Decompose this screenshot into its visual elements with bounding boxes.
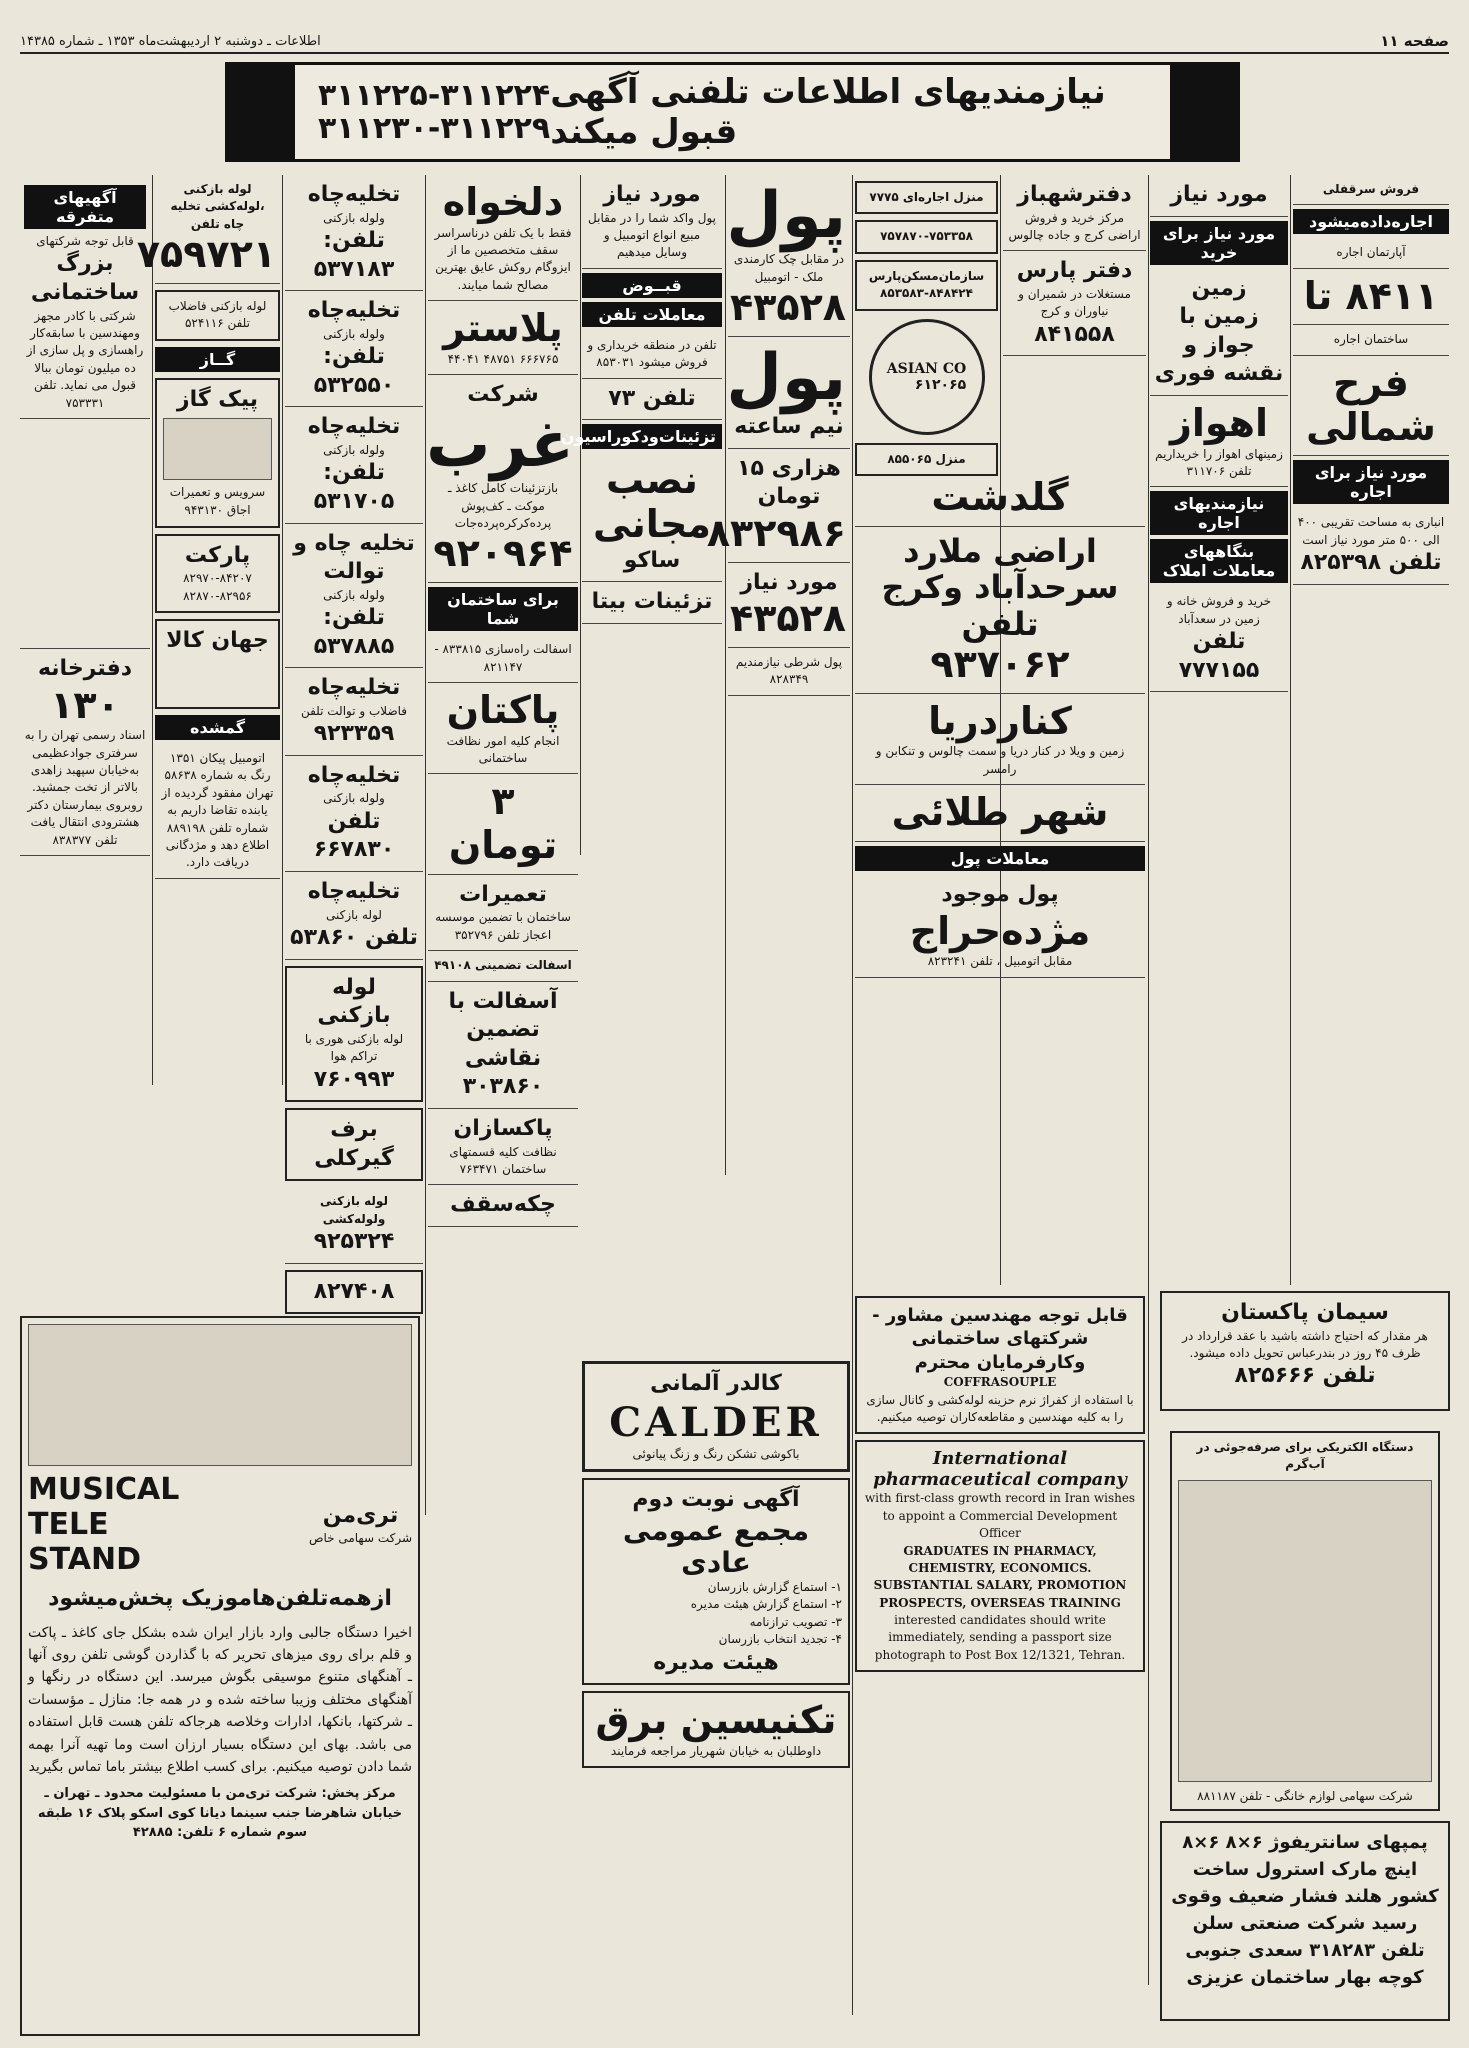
- ad-phone: تلفن ۸۲۵۶۶۶: [1234, 1363, 1376, 1389]
- agenda-item: ۲- استماع گزارش هیئت مدیره: [690, 1597, 842, 1612]
- column-3: [285, 175, 423, 1315]
- ad-headline: پلاستر: [443, 306, 563, 351]
- ad-headline: پاکتان: [446, 687, 560, 732]
- ad-headline: تکنیسین برق: [595, 1698, 837, 1743]
- phone73-ad: تلفن ۷۳: [582, 379, 722, 421]
- asian-logo: ASIAN CO: [886, 360, 967, 377]
- column-9: [1150, 175, 1288, 1285]
- well-ad: [285, 872, 423, 960]
- dlkhah-ad: [428, 175, 578, 301]
- ad-headline: پول: [726, 179, 846, 253]
- ad-subtitle: ولوله بازکنی: [323, 587, 385, 602]
- pool-sharti-ad: پول شرطی نیازمندیم ۸۲۸۳۴۹: [728, 648, 850, 696]
- ad-subtitle: لوله بازکنی هوری با تراکم هوا: [304, 1031, 404, 1064]
- mored-niaz-ad: [728, 563, 850, 648]
- column-rule: [152, 175, 153, 1085]
- ad-phone: تلفن ۷۷۷۱۵۵: [1178, 629, 1260, 683]
- ad-body: with first-class growth record in Iran wishes to appoint a Commercial Development Officer: [864, 1491, 1136, 1541]
- column-5: [560, 175, 722, 1175]
- nasb-ad: [582, 453, 722, 582]
- ad-subtitle: زمین با جواز و نقشه فوری: [1154, 304, 1284, 387]
- column-rule: [282, 175, 283, 1085]
- ad-phone: تلفن ۵۳۸۶۰: [290, 925, 418, 951]
- kenar-ad: [855, 694, 1145, 785]
- pool2-ad: [728, 337, 850, 449]
- ad-body: فقط با یک تلفن درناسراسر سقف متخصصین ما از ایزوگام روکش عایق بهترین مصالح شما میایند.: [434, 225, 572, 292]
- ad-body: شرکت سهامی لوازم خانگی - تلفن ۸۸۱۱۸۷: [1197, 1788, 1413, 1803]
- ad-title-row: [28, 1472, 412, 1577]
- intl-pharma-ad: [855, 1440, 1145, 1672]
- ad-body: مستغلات در شمیران و نیاوران و کرج: [1018, 286, 1131, 319]
- mlard-ad: [855, 527, 1145, 694]
- ad-headline: دلخواه: [442, 180, 564, 224]
- well-ads-list: [285, 175, 423, 960]
- majma-ad: [582, 1478, 850, 1685]
- ad-headline-2: مژده‌حراج: [909, 908, 1091, 953]
- ad-phone: ۸۳۲۹۸۶: [706, 511, 846, 556]
- section-tag: نیازمندیهای اجاره: [1150, 491, 1288, 535]
- forosh-ad: فروش سرقفلی: [1293, 175, 1449, 205]
- zamin-ad: [1150, 269, 1288, 396]
- ad-distributor: مرکز پخش: شرکت تری‌من با مسئولیت محدود ـ تهران ـ خیابان شاهرضا جنب سینما دیانا کوی اسکو پلاک ۱۶ طبقه سوم شماره ۶ تلفن: ۴۲۸۸۵: [37, 1786, 403, 1841]
- section-tag: مورد نیاز برای خرید: [1150, 221, 1288, 265]
- ad-body: با استفاده از کفراژ نرم حزینه لوله‌کشی و کانال سازی را به کلیه مهندسین و مقاطعه‌کاران توصیه میکنیم.: [866, 1392, 1134, 1424]
- ad-subtitle: ولوله بازکنی: [323, 791, 385, 806]
- three-toman-ad: ۳ تومان: [428, 774, 578, 874]
- ad-headline: تخلیه‌چاه: [307, 298, 401, 324]
- ad-subtitle: شرکت: [467, 382, 539, 408]
- ad-headline: پول موجود: [941, 881, 1059, 907]
- ad-phone: ۹۳۷۰۶۲: [930, 642, 1070, 687]
- misc-ad: [20, 175, 150, 419]
- notary-number: ۱۳۰: [50, 682, 120, 727]
- ad-body: باکوشی تشکن رنگ و زنگ پیانوئی: [632, 1446, 800, 1461]
- ad-headline: پاکسازان: [453, 1115, 553, 1141]
- ad-body: زمینهای اهواز را خریداریم تلفن ۳۱۱۷۰۶: [1155, 446, 1283, 479]
- ad-headline: تخلیه‌چاه: [307, 879, 401, 905]
- section-tag: گــاز: [155, 347, 280, 372]
- tazinat-bita-ad: تزئینات بیتا: [582, 582, 722, 624]
- pars-office-ad: [1003, 251, 1146, 356]
- pool-ad: [728, 175, 850, 337]
- ad-phone: ۹۲۰۹۶۴: [433, 531, 573, 576]
- anbari-ad: [1293, 508, 1449, 584]
- column-10: [1293, 175, 1449, 1285]
- ad-subtitle: ولوله بازکنی: [323, 326, 385, 341]
- asfalt-naqashi-ad: آسفالت با تضمین نقاشی ۳۰۳۸۶۰: [428, 982, 578, 1109]
- gas-logo-image: [163, 418, 272, 480]
- ad-headline: پارکت: [184, 542, 251, 568]
- agenda-item: ۴- تجدید انتخاب بازرسان: [718, 1632, 842, 1647]
- hezari-ad: [706, 449, 850, 563]
- calder-logo: CALDER: [609, 1398, 823, 1446]
- ad-phone: تلفن: ۵۳۱۷۰۵: [313, 460, 395, 514]
- ad-subtitle: قابل توجه شرکتهای: [36, 234, 134, 248]
- ad-headline: مجمع عمومی عادی: [622, 1513, 810, 1579]
- last-phone-ad: ۸۲۷۴۰۸: [285, 1270, 423, 1315]
- pipe-card-ad: لوله بازکنی فاضلاب تلفن ۵۲۴۱۱۶: [155, 290, 280, 341]
- ad-headline: پیک گاز: [176, 386, 259, 412]
- ad-phone: ۶۶۶۷۶۵ ۴۸۷۵۱ ۴۴۰۴۱: [447, 351, 559, 366]
- ad-requirements: GRADUATES IN PHARMACY, CHEMISTRY, ECONOMICS.: [903, 1543, 1097, 1575]
- pipe-ad: [136, 175, 280, 284]
- ad-headline: لوله بازکنی ولوله‌کشی: [320, 1194, 388, 1226]
- ad-headline: دستگاه الکتریکی برای صرفه‌جوئی در آب‌گرم: [1196, 1440, 1414, 1472]
- drill-ad: [285, 1187, 423, 1263]
- column-7-8-lower: [855, 470, 1145, 1280]
- ad-headline: مورد نیاز: [603, 182, 701, 207]
- ad-subtitle: فاضلاب و توالت تلفن: [300, 703, 408, 718]
- ad-phone: ۸۴۱۵۵۸: [1034, 321, 1115, 347]
- sakhteman-ad: ساختمان اجاره: [1293, 325, 1449, 355]
- ad-body: داوطلبان به خیابان شهریار مراجعه فرمایند: [610, 1743, 822, 1758]
- lower-right-center-block: [855, 1290, 1145, 2035]
- ad-contact: interested candidates should write immediately, sending a passport size photograph to Post Box 12/1321, Tehran.: [874, 1613, 1126, 1662]
- ad-headline: تخلیه‌چاه: [307, 762, 401, 788]
- shahr-talaie-ad: شهر طلائی: [855, 785, 1145, 842]
- small-ads-block: [20, 419, 150, 649]
- barf-ad: برف گیرکلی: [285, 1108, 423, 1181]
- section-tag: معاملات تلفن: [582, 302, 722, 327]
- section-tag: معاملات پول: [855, 846, 1145, 871]
- farah-ad: فرح شمالی: [1293, 356, 1449, 456]
- ad-subtitle: لوله بازکنی: [326, 907, 382, 922]
- musical-tele-stand-ad: [20, 1316, 420, 2036]
- ad-headline: تخلیه چاه و توالت: [293, 530, 415, 585]
- housing-ad: منزل اجاره‌ای‌ ۷۷۷۵: [855, 181, 998, 214]
- ad-body: خرید و فروش خانه و زمین در سعدآباد: [1166, 594, 1272, 626]
- num-8411-ad: ۸۴۱۱ تا: [1293, 269, 1449, 326]
- mored-niaz-ad: [582, 175, 722, 269]
- ad-phone: تلفن: ۵۳۲۵۵۰: [313, 344, 395, 398]
- issue-line: اطلاعات ـ دوشنبه ۲ اردیبهشت‌ماه ۱۳۵۳ ـ شماره ۱۴۳۸۵: [20, 33, 321, 49]
- column-rule: [580, 175, 581, 855]
- page-number: صفحه ۱۱: [1380, 32, 1449, 50]
- ad-subtitle: ولوله بازکنی: [323, 210, 385, 225]
- ad-headline: غرب: [426, 407, 574, 482]
- gharb-ad: [428, 375, 578, 583]
- ad-offer: SUBSTANTIAL SALARY, PROMOTION PROSPECTS, OVERSEAS TRAINING: [873, 1578, 1127, 1610]
- ad-headline: تخلیه‌چاه: [307, 182, 401, 207]
- ad-phone: تلفن ۸۲۵۳۹۸: [1300, 550, 1442, 576]
- well-ad: [285, 175, 423, 291]
- center-lower-block: [582, 1355, 850, 2015]
- ad-subtitle: آگهی نوبت دوم: [632, 1486, 800, 1512]
- ad-headline: دفترشهباز: [1017, 182, 1132, 207]
- ad-phone: ۷۵۹۷۲۱: [136, 232, 276, 277]
- well-ad: [285, 407, 423, 523]
- ad-phone: تلفن ۶۶۷۸۳۰: [313, 808, 395, 863]
- figures-illustration-right: [1170, 63, 1240, 161]
- well-ad: [285, 756, 423, 872]
- ad-headline: تخلیه‌چاه: [307, 675, 401, 701]
- well-ad: [285, 668, 423, 756]
- page-header: [20, 30, 1449, 54]
- ad-headline: زمین: [1191, 275, 1247, 301]
- moamelat-ad: تلفن در منطقه خریداری و فروش میشود ۸۵۳۰۳۱: [582, 331, 722, 379]
- ad-headline: بزرگ ساختمانی: [30, 251, 140, 305]
- calder-fa: کالدر آلمانی: [650, 1371, 782, 1396]
- ad-headline-2: مجانی: [593, 501, 711, 546]
- column-6: [706, 175, 850, 1175]
- tamirat-ad: [428, 875, 578, 951]
- ad-body: اخیرا دستگاه جالبی وارد بازار ایران شده بشکل جای کاغذ ـ پاکت و قلم برای روی میزهای تحریر که با گذاردن گوشی تلفن روی آنها ـ آهنگهای متنوع موسیقی بگوش میرسد. این دستگاه در رنگها و آهنگهای مختلف وزیبا ساخته شده و در همه جا: منازل ـ مؤسسات ـ شرکتها، بانکها، ادارات وخلاصه هرجاکه تلفن هست قابل استفاده می باشد. بهای این دستگاه بسیار ارزان است وما تهیه آنرا بهمه شما دادن توصیه میکنیم. برای کسب اطلاع بیشتر باما تماس بگیرید: [28, 1624, 412, 1775]
- ad-headline: نصب: [606, 458, 698, 503]
- ad-body: شرکتی با کادر مجهز ومهندسین با سابقه‌کار راهسازی و پل سازی از ده میلیون تومان ببالا قبول می نماید. تلفن ۷۵۳۳۳۱: [26, 308, 144, 410]
- ad-phone: تلفن: ۵۳۷۱۸۳: [313, 227, 395, 282]
- ad-title: MUSICAL TELE STAND: [28, 1472, 180, 1577]
- ad-body: زمین و ویلا در کنار دریا و سمت چالوس و تنکابن و رامسر: [875, 744, 1125, 776]
- ad-headline: International pharmaceutical company: [873, 1448, 1127, 1491]
- classifieds-banner: [225, 62, 1240, 162]
- section-tag: تزئینات‌ودکوراسیون: [582, 424, 722, 449]
- ad-phone: ۸۲۹۷۰-۸۴۲۰۷ ۸۲۸۷۰-۸۲۹۵۶: [183, 571, 252, 603]
- ad-body: مرکز خرید و فروش اراضی کرج و جاده چالوس: [1008, 210, 1141, 242]
- chekesaqf-ad: چکه‌سقف: [428, 1185, 578, 1227]
- pakatan-ad: [428, 683, 578, 774]
- coffra-logo: COFFRASOUPLE: [943, 1375, 1057, 1390]
- asfalt-ad: اسفالت راه‌سازی ۸۳۳۸۱۵ - ۸۲۱۱۴۷: [428, 635, 578, 683]
- ad-body: اسناد رسمی تهران را به سرفتری جوادعظیمی به‌خیابان سپهبد زاهدی بالاتر از تخت جمشید. روبروی بیمارستان دکتر هشترودی انتقال یافت تلفن ۸۳۸۳۷۷: [24, 728, 146, 847]
- ad-headline: دفتر پارس: [1016, 258, 1133, 284]
- ad-phone: تلفن: ۵۳۷۸۸۵: [313, 605, 395, 659]
- ad-signature: هیئت مدیره: [653, 1649, 779, 1675]
- sako-logo: ساکو: [623, 547, 681, 573]
- plaster-ad: [428, 301, 578, 375]
- section-tag: برای ساختمان شما: [428, 587, 578, 631]
- ad-phone: ۹۲۳۳۵۹: [313, 721, 395, 747]
- column-rule: [852, 175, 853, 2015]
- banner-phones: [318, 79, 550, 145]
- ad-headline: لوله بازکنی ،لوله‌کشی تخلیه چاه تلفن: [170, 182, 265, 231]
- pool-mojood-ad: [855, 875, 1145, 978]
- parket-ad: [155, 534, 280, 613]
- column-2: [136, 175, 280, 1085]
- phone-stand-illustration: [28, 1324, 412, 1466]
- section-tag: بنگاههای معاملات املاک: [1150, 539, 1288, 583]
- mored-niaz-ad: مورد نیاز: [1150, 175, 1288, 217]
- section-tag: مورد نیاز برای اجاره: [1293, 460, 1449, 504]
- well-ad: [285, 524, 423, 669]
- ad-body: بازتزئینات کامل کاغذ ـ موکت ـ کف‌پوش پرده‌کرکره‌پرده‌جات: [447, 481, 559, 531]
- housing-ad: ۷۵۷۸۷۰-۷۵۳۳۵۸: [855, 220, 998, 253]
- ad-headline: جهان کالا: [166, 628, 269, 654]
- column-rule: [1290, 175, 1291, 1285]
- ad-headline: پول: [726, 340, 846, 415]
- ad-headline: سیمان پاکستان: [1221, 1300, 1389, 1325]
- brand-sub: شرکت سهامی خاص: [308, 1531, 412, 1546]
- pipe-card-ad: [285, 966, 423, 1103]
- tak-barq-ad: [582, 1691, 850, 1768]
- ad-body: مقابل اتومبیل ، تلفن ۸۲۳۲۴۱: [927, 954, 1073, 969]
- agenda-item: ۱- استماع گزارش بازرسان: [707, 1579, 842, 1594]
- asian-phone: ۶۱۲۰۶۵: [914, 376, 967, 393]
- ad-body: ساختمان با تضمین موسسه اعجاز تلفن ۳۵۲۷۹۶: [435, 910, 571, 942]
- ad-headline: کناردریا: [928, 698, 1072, 743]
- ad-body: در مقابل چک کارمندی ملک - اتومبیل: [733, 252, 845, 284]
- ad-phone: ۹۲۵۳۲۴: [313, 1229, 395, 1255]
- lost-ad: اتومبیل پیکان ۱۳۵۱ رنگ به شماره ۵۸۶۳۸ تهران مفقود گردیده از یابنده تقاضا داریم به شماره تلفن ۸۸۹۱۹۸ اطلاع دهد و مژدگانی دریافت دارد.: [155, 744, 280, 879]
- pars-housing-ad: سازمان‌مسکن‌پارس ۸۴۸۴۲۴-۸۵۳۵۸۳: [855, 260, 998, 311]
- ad-headline: ازهمه‌تلفن‌هاموزیک پخش‌میشود: [48, 1586, 392, 1611]
- figures-illustration-left: [225, 63, 295, 161]
- ad-body: هر مقدار که احتیاج داشته باشید با عقد قرارداد در ظرف ۴۵ روز در بندرعباس تحویل داده میشود.: [1182, 1328, 1428, 1360]
- ad-body: انجام کلیه امور نظافت ساختمانی: [446, 733, 560, 766]
- ad-headline: تخلیه‌چاه: [307, 414, 401, 440]
- pakesazan-ad: [428, 1109, 578, 1185]
- engineers-ad: [855, 1296, 1145, 1434]
- ad-phone: ۴۳۵۲۸: [730, 596, 846, 641]
- jahan-ad: [155, 619, 280, 709]
- kitchen-photo: [1178, 1480, 1432, 1782]
- agenda-list: [590, 1579, 842, 1649]
- ad-headline: هزاری ۱۵ تومان: [737, 455, 841, 510]
- golddasht-ad: گلدشت: [855, 470, 1145, 527]
- well-ad: [285, 291, 423, 407]
- ad-headline: مورد نیاز: [740, 569, 838, 595]
- agenda-item: ۳- تصویب ترازنامه: [749, 1614, 842, 1629]
- banner-title: نیازمندیهای اطلاعات تلفنی آگهی قبول میکند: [550, 72, 1106, 152]
- ad-headline: دفترخانه: [37, 655, 133, 681]
- column-rule: [1148, 175, 1149, 1985]
- column-4: [428, 175, 578, 2015]
- ad-headline: تعمیرات: [459, 881, 547, 907]
- ad-body: پول واکد شما را در مقابل مبیع انواع اتومبیل و وسایل میدهیم: [588, 210, 716, 260]
- siman-ad: [1160, 1291, 1450, 1411]
- asian-co-stamp: [869, 319, 985, 435]
- banner-phones-2: ۳۱۱۲۳۰-۳۱۱۲۲۹: [318, 111, 551, 146]
- brand-block: [309, 1502, 412, 1548]
- sale-ad: [1150, 587, 1288, 692]
- ad-body: سرویس و تعمیرات اجاق ۹۴۳۱۳۰: [169, 485, 266, 517]
- ad-headline: قابل توجه مهندسین مشاور - شرکتهای ساختمانی وکارفرمایان محترم: [872, 1305, 1128, 1373]
- pump-ad: [1160, 1821, 1450, 2021]
- ad-subtitle: نیم ساعته: [734, 414, 844, 440]
- ad-headline: لوله بازکنی: [317, 974, 391, 1029]
- ad-body: نظافت کلیه قسمتهای ساختمان ۷۶۳۴۷۱: [449, 1144, 557, 1176]
- section-tag: قبــوض: [582, 273, 722, 298]
- column-rule: [725, 175, 726, 1175]
- gas-ad: [155, 378, 280, 528]
- section-tag: گمشده: [155, 715, 280, 740]
- section-tag: آگهیهای متفرقه: [24, 185, 146, 229]
- brand-name: تری‌من: [322, 1502, 399, 1528]
- shahbaz-ad: [1003, 175, 1146, 251]
- ad-headline: اهواز: [1169, 400, 1269, 445]
- ahvaz-ad: [1150, 396, 1288, 487]
- notary-ad: [20, 649, 150, 856]
- housing-ad: منزل ۸۵۵۰۶۵: [855, 443, 998, 476]
- ad-phone: ۴۳۵۲۸: [730, 285, 846, 330]
- ejare-ad: آپارتمان اجاره: [1293, 238, 1449, 268]
- calder-ad: [582, 1361, 850, 1472]
- kitchen-ad: [1170, 1431, 1440, 1811]
- column-1: [20, 175, 150, 1295]
- ad-phone: ۷۶۰۹۹۳: [313, 1066, 395, 1092]
- ad-headline: اراضی ملارد سرحدآباد وکرج تلفن: [881, 531, 1119, 644]
- column-rule: [425, 175, 426, 1515]
- section-tag: اجاره‌داده‌میشود: [1293, 209, 1449, 234]
- ad-subtitle: ولوله بازکنی: [323, 442, 385, 457]
- ad-body: انباری به مساحت تقریبی ۴۰۰ الی ۵۰۰ متر مورد نیاز است: [1297, 515, 1445, 547]
- asfalt2-ad: اسفالت تضمینی ۴۹۱۰۸: [428, 951, 578, 981]
- banner-phones-1: ۳۱۱۲۲۵-۳۱۱۲۲۴: [318, 78, 551, 113]
- ad-body: پمپهای سانتریفوژ ۶×۸ ۶×۸ اینچ مارک استرول ساخت کشور هلند فشار ضعیف وقوی رسید شرکت صنعتی سلن تلفن ۳۱۸۲۸۳ سعدی جنوبی کوچه بهار ساختمان عزیزی: [1171, 1832, 1439, 1988]
